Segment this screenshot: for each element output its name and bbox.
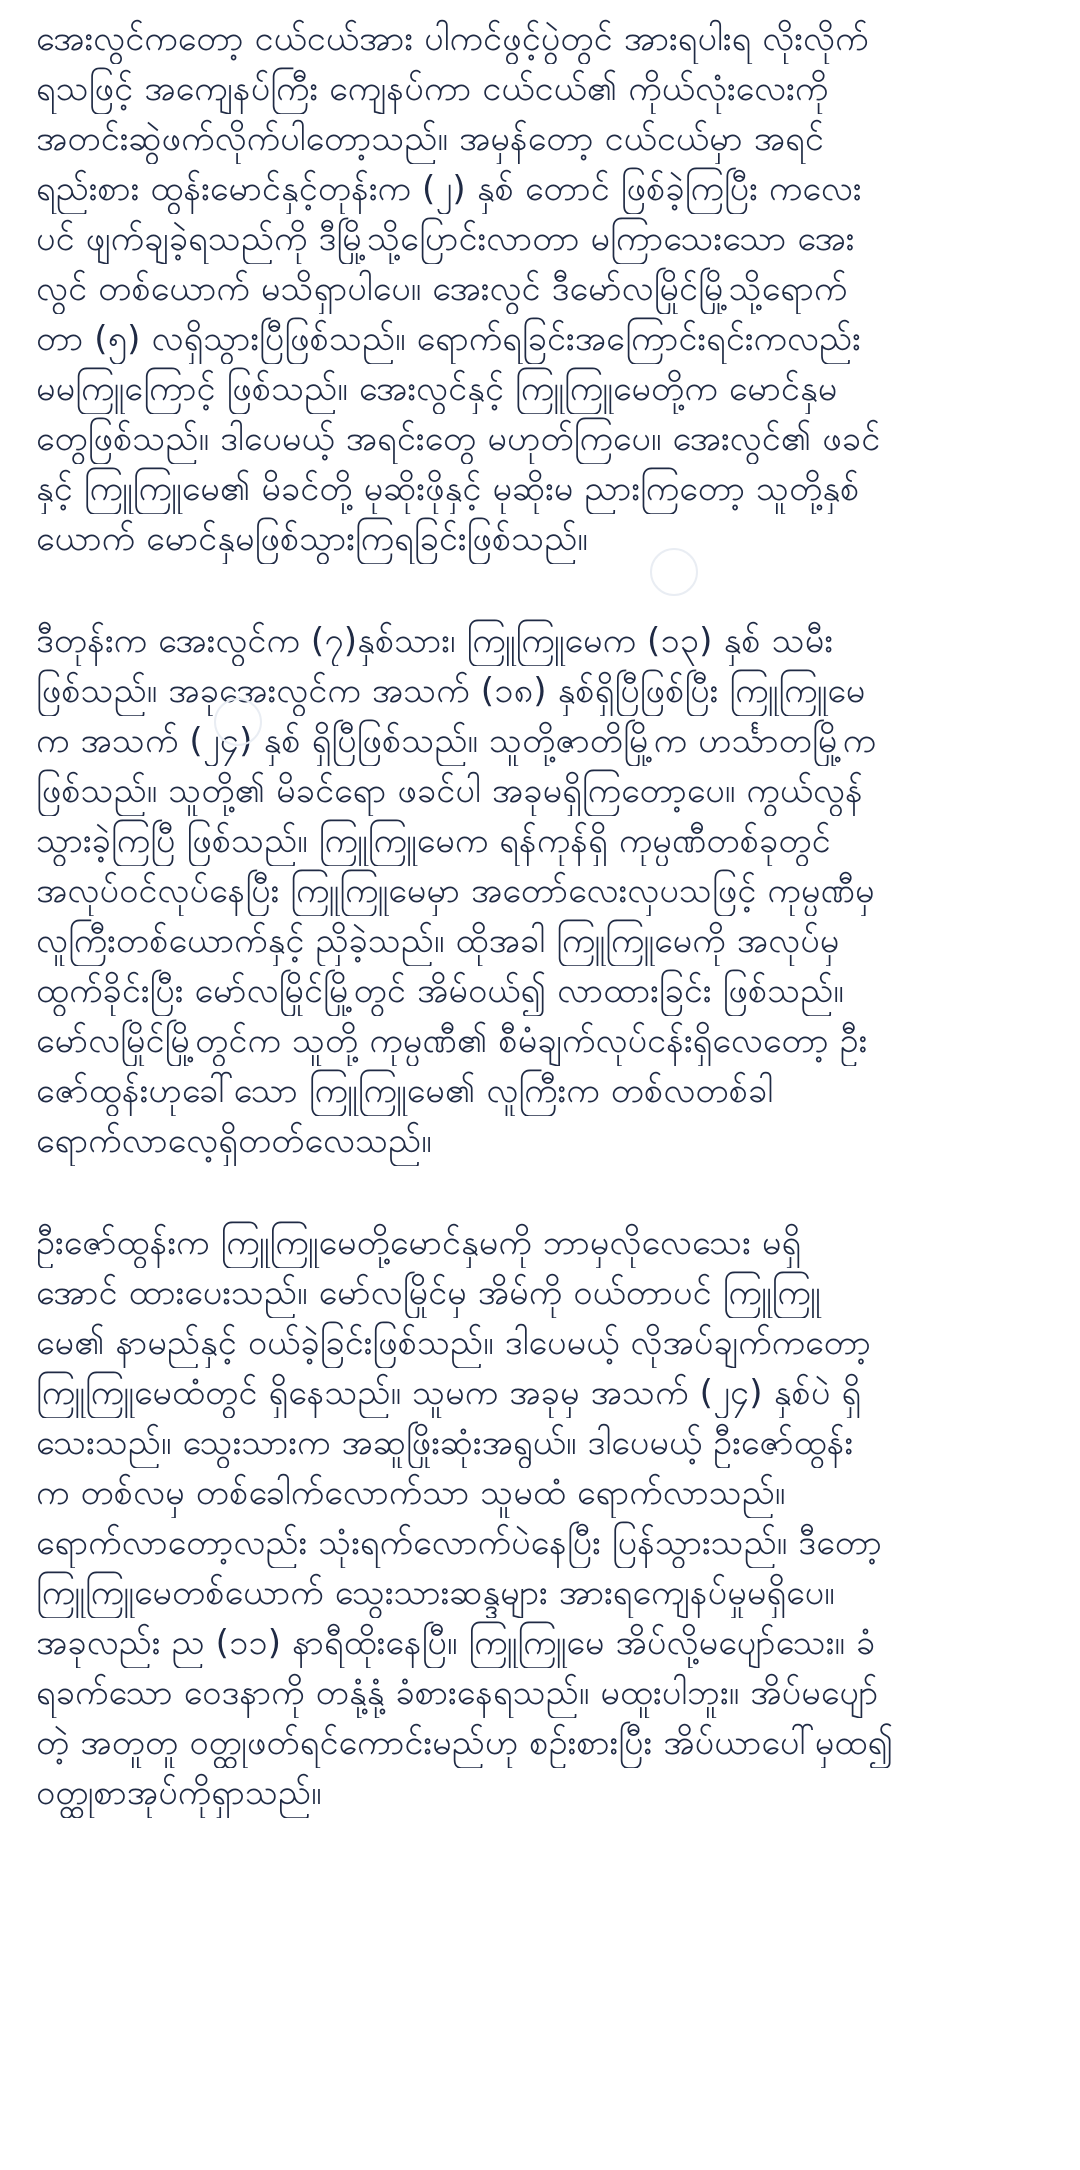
text-line: မေ၏ နာမည်နှင့် ဝယ်ခဲ့ခြင်းဖြစ်သည်။ ဒါပေမယ့် လိုအပ်ချက်ကတော့ (36, 1323, 871, 1363)
text-line: ရခက်သော ဝေဒနာကို တနုံ့နုံ့ ခံစားနေရသည်။ မထူးပါဘူး။ အိပ်မပျော် (36, 1673, 879, 1713)
text-line: အောင် ထားပေးသည်။ မော်လမြိုင်မှ အိမ်ကို ဝယ်တာပင် ကြူကြူ (36, 1273, 821, 1313)
text-line: ဖြစ်သည်။ သူတို့၏ မိခင်ရော ဖခင်ပါ အခုမရှိကြတော့ပေ။ ကွယ်လွန် (36, 771, 863, 811)
text-line: ဒီတုန်းက အေးလွင်က (၇)နှစ်သား၊ ကြူကြူမေက (၁၃) နှစ် သမီး (36, 621, 834, 661)
text-line: အခုလည်း ည (၁၁) နာရီထိုးနေပြီ။ ကြူကြူမေ အိပ်လို့မပျော်သေး။ ခံ (36, 1623, 876, 1663)
text-line: နှင့် ကြူကြူမေ၏ မိခင်တို့ မုဆိုးဖိုနှင့် မုဆိုးမ ညားကြတော့ သူတို့နှစ် (36, 469, 860, 509)
text-line: ကြူကြူမေတစ်ယောက် သွေးသားဆန္ဒများ အားရကျေနပ်မှုမရှိပေ။ (36, 1573, 835, 1613)
text-line: အတင်းဆွဲဖက်လိုက်ပါတော့သည်။ အမှန်တော့ ငယ်ငယ်မှာ အရင် (36, 119, 824, 159)
decorative-circle (214, 698, 262, 746)
article-body (36, 14, 1046, 1870)
text-line: ဝတ္ထုစာအုပ်ကိုရှာသည်။ (36, 1773, 322, 1813)
text-line: ထွက်ခိုင်းပြီး မော်လမြိုင်မြို့တွင် အိမ်ဝယ်၍ လာထားခြင်း ဖြစ်သည်။ (36, 971, 844, 1011)
text-line: သွားခဲ့ကြပြီ ဖြစ်သည်။ ကြူကြူမေက ရန်ကုန်ရှိ ကုမ္ပဏီတစ်ခုတွင် (36, 821, 831, 861)
paragraph-2 (36, 616, 1046, 1166)
text-line: ရည်းစား ထွန်းမောင်နှင့်တုန်းက (၂) နှစ် တောင် ဖြစ်ခဲ့ကြပြီး ကလေး (36, 169, 862, 209)
text-line: တွေဖြစ်သည်။ ဒါပေမယ့် အရင်းတွေ မဟုတ်ကြပေ။ အေးလွင်၏ ဖခင် (36, 419, 881, 459)
text-line: ရသဖြင့် အကျေနပ်ကြီး ကျေနပ်ကာ ငယ်ငယ်၏ ကိုယ်လုံးလေးကို (36, 69, 829, 109)
paragraph-3 (36, 1218, 1046, 1818)
text-line: ကြူကြူမေထံတွင် ရှိနေသည်။ သူမက အခုမှ အသက် (၂၄) နှစ်ပဲ ရှိ (36, 1373, 862, 1413)
text-line: က တစ်လမှ တစ်ခေါက်လောက်သာ သူမထံ ရောက်လာသည်။ (36, 1473, 786, 1513)
text-line: မော်လမြိုင်မြို့တွင်က သူတို့ ကုမ္ပဏီ၏ စီမံချက်လုပ်ငန်းရှိလေတော့ ဦး (36, 1021, 868, 1061)
decorative-circle (650, 548, 698, 596)
text-line: ဦးဇော်ထွန်းက ကြူကြူမေတို့မောင်နှမကို ဘာမှလိုလေသေး မရှိ (36, 1223, 802, 1263)
text-line: ဖြစ်သည်။ အခုအေးလွင်က အသက် (၁၈) နှစ်ရှိပြီဖြစ်ပြီး ကြူကြူမေ (36, 671, 866, 711)
text-line: အေးလွင်ကတော့ ငယ်ငယ်အား ပါကင်ဖွင့်ပွဲတွင် အားရပါးရ လိုးလိုက် (36, 19, 869, 59)
text-line: မမကြူကြောင့် ဖြစ်သည်။ အေးလွင်နှင့် ကြူကြူမေတို့က မောင်နှမ (36, 369, 838, 409)
text-line: အလုပ်ဝင်လုပ်နေပြီး ကြူကြူမေမှာ အတော်လေးလှပသဖြင့် ကုမ္ပဏီမှ (36, 871, 875, 911)
text-line: ရောက်လာလေ့ရှိတတ်လေသည်။ (36, 1121, 432, 1161)
text-line: ဇော်ထွန်းဟုခေါ်သော ကြူကြူမေ၏ လူကြီးက တစ်လတစ်ခါ (36, 1071, 774, 1111)
text-line: တာ (၅) လရှိသွားပြီဖြစ်သည်။ ရောက်ရခြင်းအကြောင်းရင်းကလည်း (36, 319, 861, 359)
text-line: သေးသည်။ သွေးသားက အဆူဖြိုးဆုံးအရွယ်။ ဒါပေမယ့် ဦးဇော်ထွန်း (36, 1423, 854, 1463)
text-line: တဲ့ အတူတူ ဝတ္ထုဖတ်ရင်ကောင်းမည်ဟု စဉ်းစားပြီး အိပ်ယာပေါ်မှထ၍ (36, 1723, 894, 1763)
text-line: လူကြီးတစ်ယောက်နှင့် ညှိခဲ့သည်။ ထိုအခါ ကြူကြူမေကို အလုပ်မှ (36, 921, 840, 961)
text-line: ရောက်လာတော့လည်း သုံးရက်လောက်ပဲနေပြီး ပြန်သွားသည်။ ဒီတော့ (36, 1523, 882, 1563)
paragraph-1 (36, 14, 1046, 564)
text-line: လွင် တစ်ယောက် မသိရှာပါပေ။ အေးလွင် ဒီမော်လမြိုင်မြို့သို့ရောက် (36, 269, 848, 309)
text-line: က အသက် (၂၄) နှစ် ရှိပြီဖြစ်သည်။ သူတို့ဇာတိမြို့က ဟင်္သာတမြို့က (36, 721, 877, 761)
text-line: ပင် ဖျက်ချခဲ့ရသည်ကို ဒီမြို့သို့ပြောင်းလာတာ မကြာသေးသော အေး (36, 219, 855, 259)
text-line: ယောက် မောင်နှမဖြစ်သွားကြရခြင်းဖြစ်သည်။ (36, 519, 588, 559)
